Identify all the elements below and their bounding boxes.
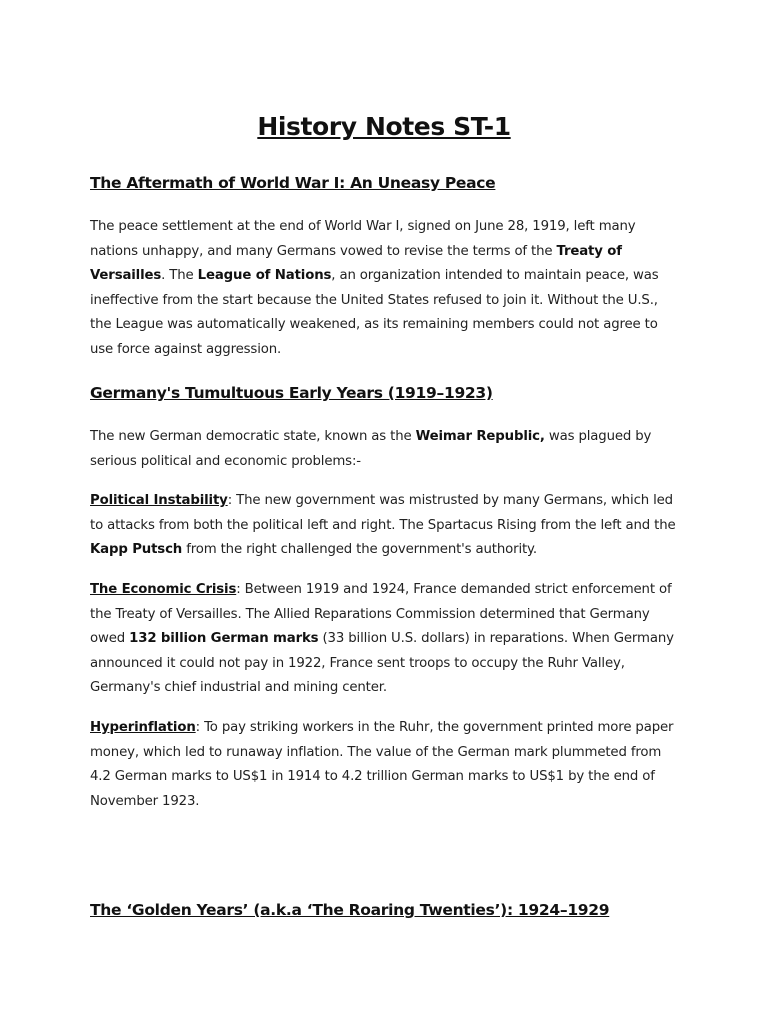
text-run: : Between 1919 and 1924, France demanded strict enforcement of the Treaty of Versailles. The Allied Reparations Commission determined that Germany owed [90, 582, 672, 647]
term-kapp-putsch: Kapp Putsch [90, 542, 183, 558]
term-weimar-republic: Weimar Republic, [415, 429, 545, 444]
paragraph-weimar-intro [90, 425, 682, 474]
text-run: , an organization intended to maintain peace, was ineffective from the start because the United States refused to join it. Without the U.S., the League was automatically weakened, as its remaining members could not agree to use force against aggression. [90, 268, 659, 357]
text-run: : To pay striking workers in the Ruhr, the government printed more paper money, which led to runaway inflation. The value of the German mark plummeted from 4.2 German marks to US$1 in 1914 to 4.2 trillion German marks to US$1 by the end of November 1923. [90, 720, 674, 809]
term-treaty-of-versailles: Treaty of Versailles [90, 243, 622, 284]
paragraph-economic-crisis [90, 578, 682, 701]
text-run: The peace settlement at the end of World War I, signed on June 28, 1919, left many nations unhappy, and many Germans vowed to revise the terms of the [90, 219, 636, 259]
term-league-of-nations: League of Nations [197, 268, 332, 284]
section-heading-aftermath: The Aftermath of World War I: An Uneasy Peace [90, 174, 496, 192]
paragraph-political-instability [90, 489, 682, 563]
page-title: History Notes ST-1 [257, 112, 511, 141]
paragraph-hyperinflation [90, 716, 682, 814]
section-heading-germany-early-years: Germany's Tumultuous Early Years (1919–1923) [90, 384, 493, 402]
term-132-billion-marks: 132 billion German marks [129, 631, 319, 647]
term-hyperinflation: Hyperinflation [90, 720, 196, 735]
text-run: : The new government was mistrusted by many Germans, which led to attacks from both the political left and right. The Spartacus Rising from the left and the [90, 493, 676, 533]
term-economic-crisis: The Economic Crisis [90, 582, 237, 597]
section-heading-golden-years: The ‘Golden Years’ (a.k.a ‘The Roaring Twenties’): 1924–1929 [90, 901, 610, 919]
paragraph-aftermath [90, 215, 682, 363]
text-run: was plagued by serious political and economic problems:- [90, 429, 652, 469]
text-run: (33 billion U.S. dollars) in reparations. When Germany announced it could not pay in 1922, France sent troops to occupy the Ruhr Valley, Germany's chief industrial and mining center. [90, 631, 674, 696]
text-run: The new German democratic state, known as the [90, 429, 416, 444]
text-run: . The [161, 268, 198, 284]
term-political-instability: Political Instability [90, 493, 228, 508]
text-run: from the right challenged the government's authority. [182, 542, 537, 558]
